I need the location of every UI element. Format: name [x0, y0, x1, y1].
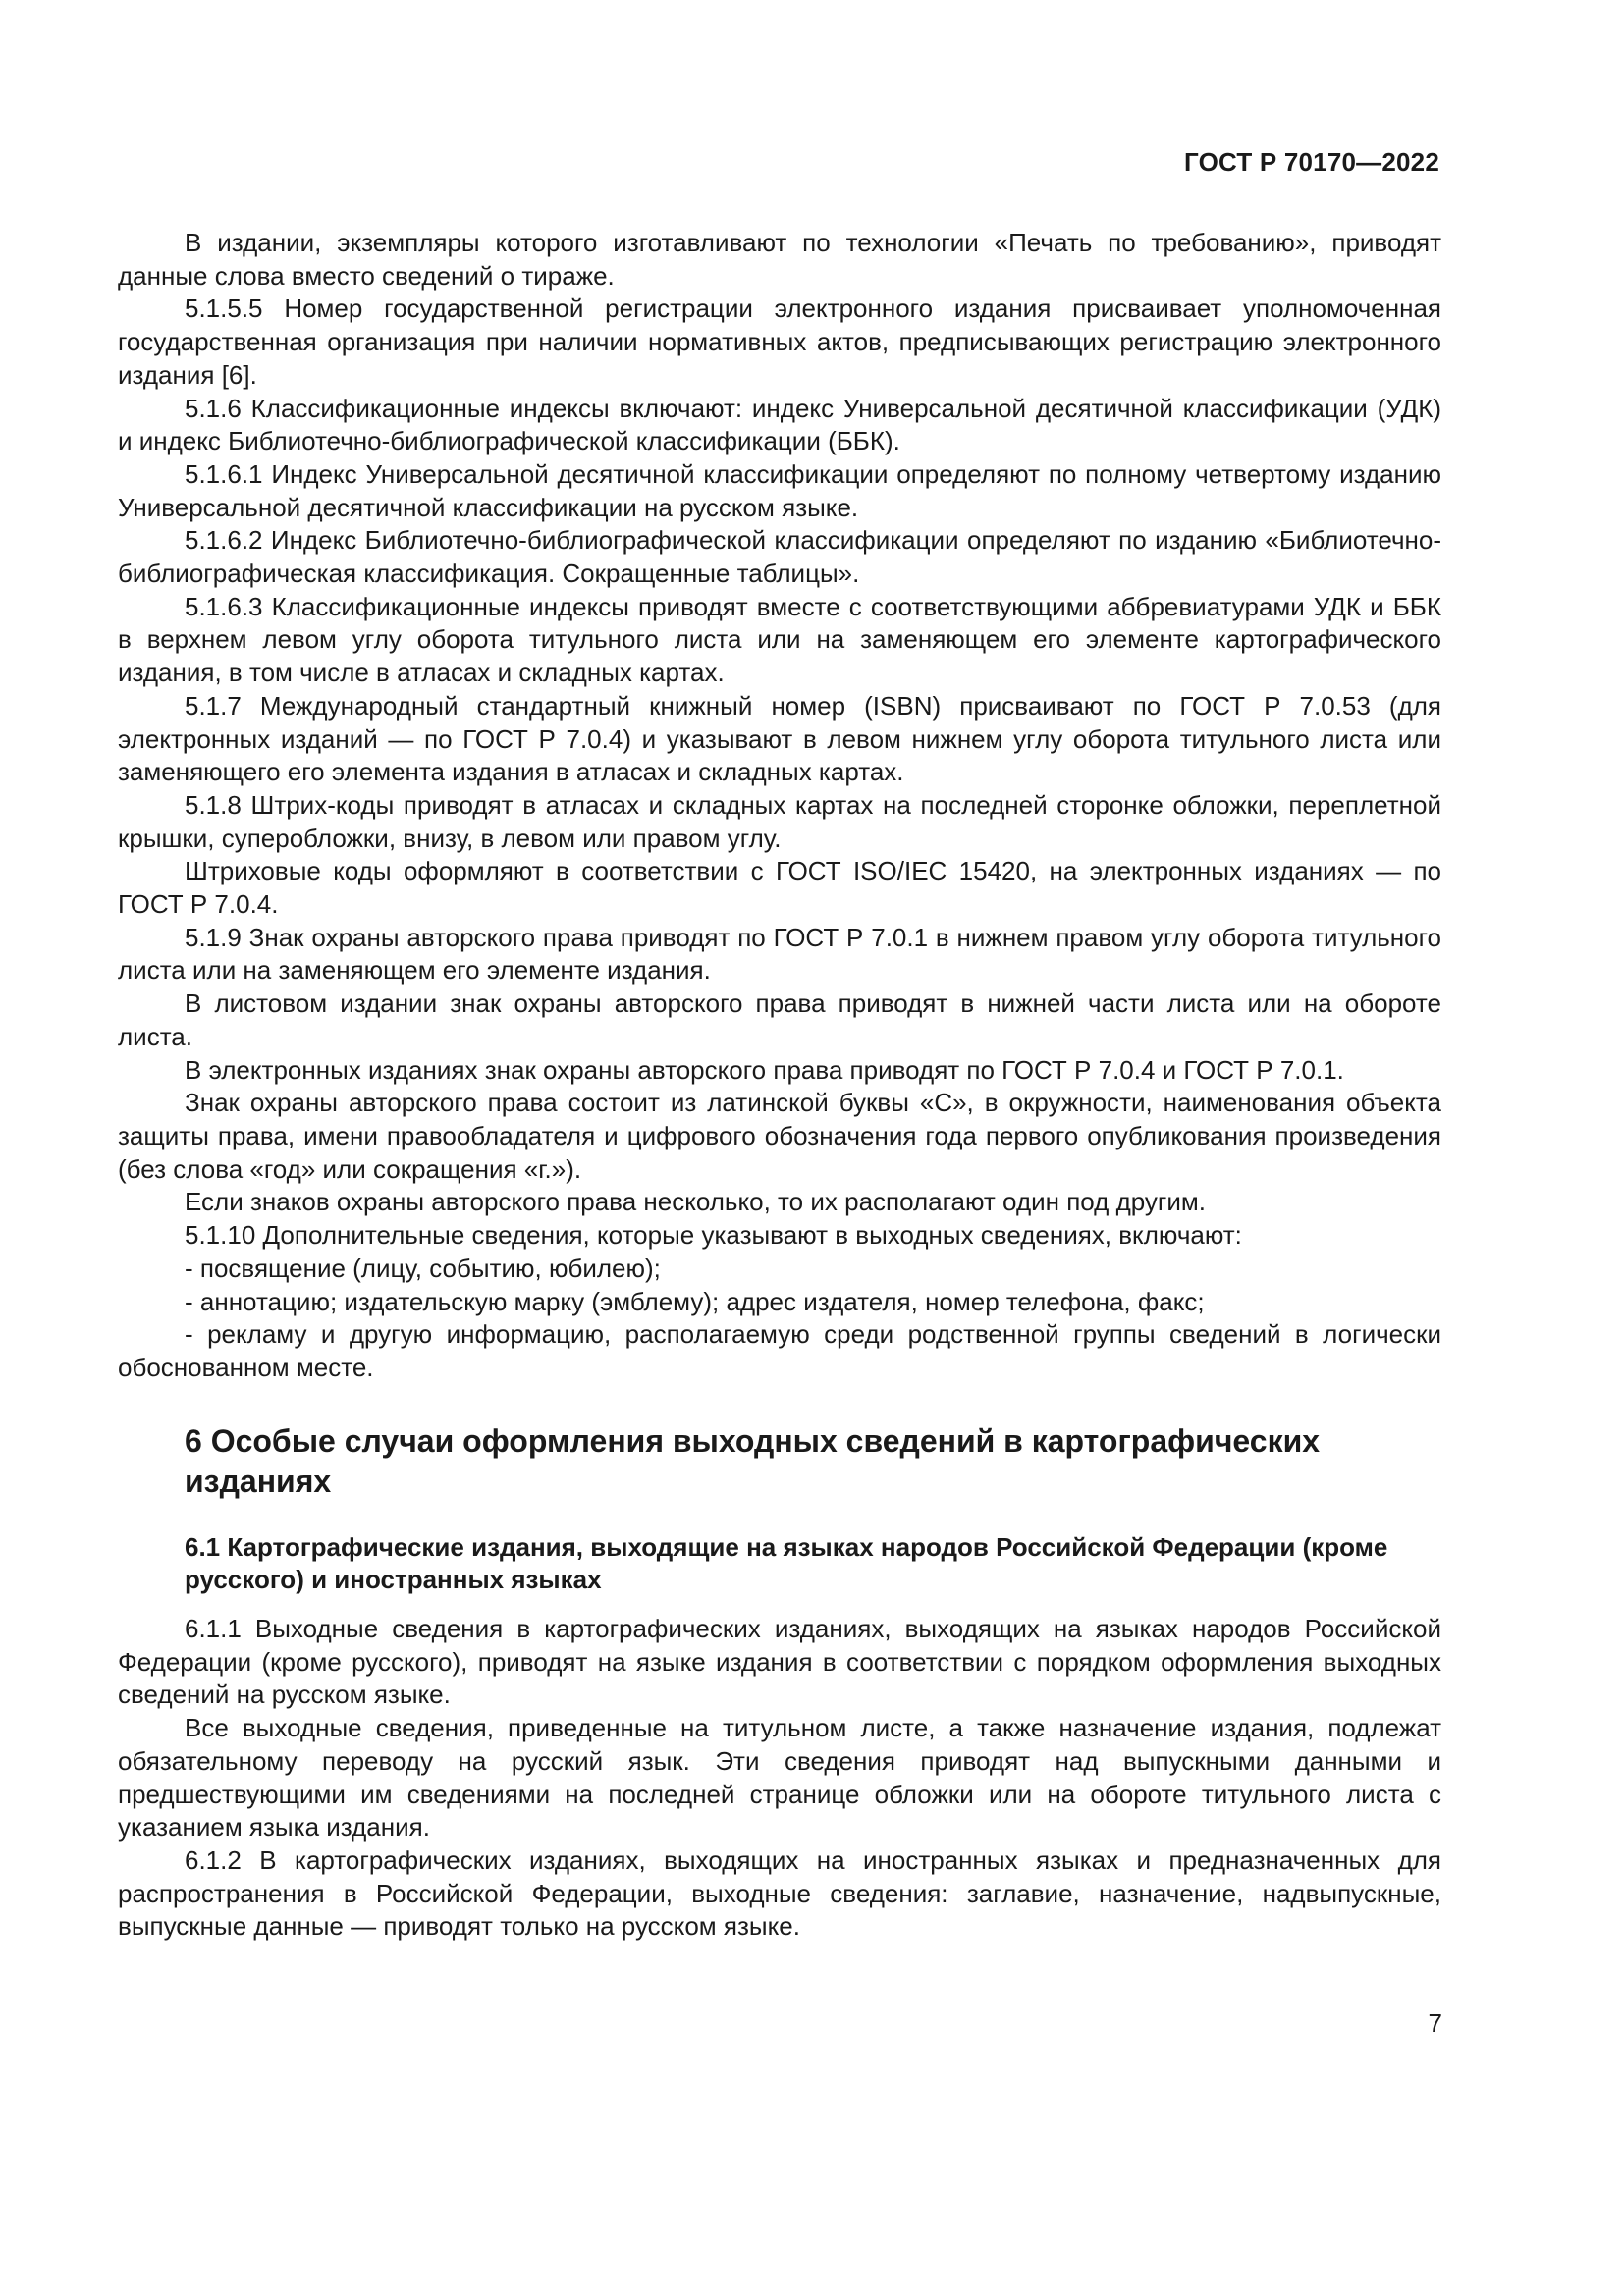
paragraph: В электронных изданиях знак охраны авторского права приводят по ГОСТ Р 7.0.4 и ГОСТ Р 7.0.1. [185, 1054, 1344, 1085]
paragraph: Все выходные сведения, приведенные на титульном листе, а также назначение издания, подлежат обязательному переводу на русский язык. Эти сведения приводят над выпускными данными и предшествующими им сведениями на последней странице обложки или на обороте титульного листа с указанием языка издания. [118, 1713, 1441, 1842]
paragraph: 5.1.9 Знак охраны авторского права приводят по ГОСТ Р 7.0.1 в нижнем правом углу оборота титульного листа или на заменяющем его элементе издания. [118, 922, 1441, 986]
paragraph: Штриховые коды оформляют в соответствии с ГОСТ ISO/IEC 15420, на электронных изданиях — по ГОСТ Р 7.0.4. [118, 856, 1441, 920]
list-item: - рекламу и другую информацию, располагаемую среди родственной группы сведений в логически обоснованном месте. [118, 1319, 1441, 1382]
paragraph: 6.1.1 Выходные сведения в картографических изданиях, выходящих на языках народов Российской Федерации (кроме русского), приводят на языке издания в соответствии с порядком оформления выходных сведений на русском языке. [118, 1614, 1441, 1710]
paragraph: 6.1.2 В картографических изданиях, выходящих на иностранных языках и предназначенных для распространения в Российской Федерации, выходные сведения: заглавие, назначение, надвыпускные, выпускные данные — приводят только на русском языке. [118, 1844, 1441, 1942]
document-standard-id: ГОСТ Р 70170—2022 [1184, 147, 1439, 177]
paragraph: 5.1.7 Международный стандартный книжный номер (ISBN) присваивают по ГОСТ Р 7.0.53 (для электронных изданий — по ГОСТ Р 7.0.4) и указывают в левом нижнем углу оборота титульного листа или заменяющего его элемента издания в атласах и складных картах. [118, 690, 1441, 787]
paragraph: Знак охраны авторского права состоит из латинской буквы «С», в окружности, наименования объекта защиты права, имени правообладателя и цифрового обозначения года первого опубликования произведения (без слова «год» или сокращения «г.»). [118, 1088, 1441, 1184]
paragraph: 5.1.10 Дополнительные сведения, которые указывают в выходных сведениях, включают: [185, 1220, 1242, 1251]
section-heading: 6 Особые случаи оформления выходных сведений в картографических изданиях [185, 1422, 1321, 1499]
paragraph: 5.1.5.5 Номер государственной регистрации электронного издания присваивает уполномоченная государственная организация при наличии нормативных актов, предписывающих регистрацию электронного издания [6]. [118, 294, 1441, 390]
page-number: 7 [1428, 2008, 1442, 2038]
paragraph: В листовом издании знак охраны авторского права приводят в нижней части листа или на обороте листа. [118, 988, 1441, 1051]
paragraph: 5.1.6 Классификационные индексы включают: индекс Универсальной десятичной классификации (УДК) и индекс Библиотечно-библиографической классификации (ББК). [118, 393, 1441, 456]
list-item: - аннотацию; издательскую марку (эмблему); адрес издателя, номер телефона, факс; [185, 1286, 1205, 1316]
list-item: - посвящение (лицу, событию, юбилею); [185, 1253, 661, 1283]
document-body [118, 227, 1441, 1944]
paragraph: В издании, экземпляры которого изготавливают по технологии «Печать по требованию», приводят данные слова вместо сведений о тираже. [118, 228, 1441, 291]
paragraph: 5.1.6.2 Индекс Библиотечно-библиографической классификации определяют по изданию «Библиотечно-библиографическая классификация. Сокращенные таблицы». [118, 525, 1441, 589]
paragraph: 5.1.6.1 Индекс Универсальной десятичной классификации определяют по полному четвертому изданию Универсальной десятичной классификации на русском языке. [118, 458, 1441, 522]
paragraph: Если знаков охраны авторского права несколько, то их располагают один под другим. [185, 1187, 1207, 1217]
paragraph: 5.1.8 Штрих-коды приводят в атласах и складных картах на последней сторонке обложки, переплетной крышки, суперобложки, внизу, в левом или правом углу. [118, 789, 1441, 853]
subsection-heading: 6.1 Картографические издания, выходящие на языках народов Российской Федерации (кроме русского) и иностранных языках [185, 1531, 1388, 1595]
paragraph: 5.1.6.3 Классификационные индексы приводят вместе с соответствующими аббревиатурами УДК и ББК в верхнем левом углу оборота титульного листа или на заменяющем его элементе картографического издания, в том числе в атласах и складных картах. [118, 591, 1441, 688]
